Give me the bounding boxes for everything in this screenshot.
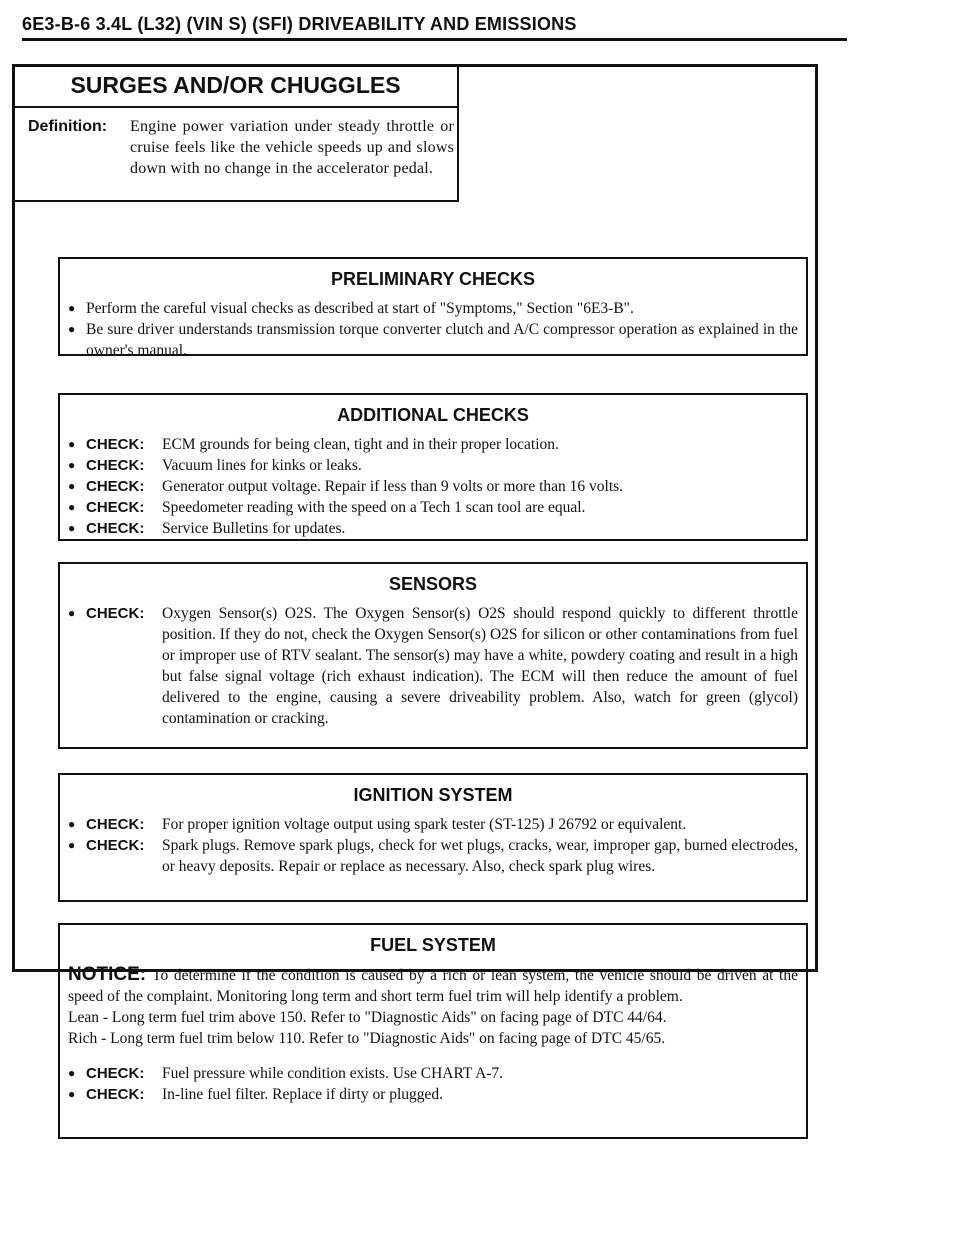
check-label: CHECK: xyxy=(86,1065,145,1082)
check-text: For proper ignition voltage output using spark tester (ST-125) J 26792 or equivalent. xyxy=(162,816,687,833)
bullet-icon: ● xyxy=(68,437,76,451)
preliminary-checks-section xyxy=(58,257,808,359)
check-label: CHECK: xyxy=(86,457,145,474)
preliminary-checks-title: PRELIMINARY CHECKS xyxy=(330,269,536,289)
additional-checks-title: ADDITIONAL CHECKS xyxy=(337,405,529,425)
check-label: CHECK: xyxy=(86,436,145,453)
lean-note: Lean - Long term fuel trim above 150. Refer to "Diagnostic Aids" on facing page of DTC 44/64. xyxy=(68,1009,667,1026)
header-rule xyxy=(22,38,847,41)
bullet-icon: ● xyxy=(68,606,76,620)
list-item xyxy=(68,835,798,877)
fuel-system-section xyxy=(58,923,808,1139)
notice-paragraph xyxy=(68,964,798,1007)
bullet-icon: ● xyxy=(68,521,76,535)
definition-rule xyxy=(12,106,459,108)
check-text: Oxygen Sensor(s) O2S. The Oxygen Sensor(s) O2S should respond quickly to different throttle position. If they do not, check the Oxygen Sensor(s) O2S for silicon or other contaminations from fuel or improper use of RTV sealant. The sensor(s) may have a white, powdery coating and result in a high but false signal voltage (rich exhaust indication). The ECM will then reduce the amount of fuel delivered to the engine, causing a severe driveability problem. Also, watch for green (glycol) contamination or cracking. xyxy=(162,605,798,727)
bullet-icon: ● xyxy=(68,500,76,514)
check-text: Spark plugs. Remove spark plugs, check for wet plugs, cracks, wear, improper gap, burned electrodes, or heavy deposits. Repair or replace as necessary. Also, check spark plug wires. xyxy=(162,837,798,875)
list-item xyxy=(68,476,798,497)
notice-text: To determine if the condition is caused by a rich or lean system, the vehicle should be driven at the speed of the complaint. Monitoring long term and short term fuel trim will help identify a problem. xyxy=(68,967,798,1005)
check-text: Vacuum lines for kinks or leaks. xyxy=(162,457,362,474)
check-text: Fuel pressure while condition exists. Use CHART A-7. xyxy=(162,1065,504,1082)
bullet-icon: ● xyxy=(68,1066,76,1080)
list-item xyxy=(68,298,798,319)
sensors-section xyxy=(58,562,808,749)
check-text: In-line fuel filter. Replace if dirty or plugged. xyxy=(162,1086,444,1103)
check-text: Service Bulletins for updates. xyxy=(162,520,346,537)
check-label: CHECK: xyxy=(86,1086,145,1103)
list-item xyxy=(68,814,798,835)
ignition-system-title: IGNITION SYSTEM xyxy=(353,785,513,805)
rich-note: Rich - Long term fuel trim below 110. Refer to "Diagnostic Aids" on facing page of DTC 45/65. xyxy=(68,1030,666,1047)
bullet-icon: ● xyxy=(68,1087,76,1101)
list-item xyxy=(68,455,798,476)
bullet-icon: ● xyxy=(68,458,76,472)
list-item xyxy=(68,497,798,518)
preliminary-item-text: Perform the careful visual checks as described at start of "Symptoms," Section "6E3-B". xyxy=(86,300,634,317)
check-label: CHECK: xyxy=(86,499,145,516)
check-label: CHECK: xyxy=(86,837,145,854)
bullet-icon: ● xyxy=(68,301,76,315)
preliminary-item-text: Be sure driver understands transmission torque converter clutch and A/C compressor operation as explained in the owner's manual. xyxy=(86,321,798,359)
list-item xyxy=(68,434,798,455)
fuel-system-title: FUEL SYSTEM xyxy=(370,935,496,955)
sensors-title: SENSORS xyxy=(388,574,478,594)
bullet-icon: ● xyxy=(68,838,76,852)
check-label: CHECK: xyxy=(86,520,145,537)
bullet-icon: ● xyxy=(68,322,76,336)
list-item xyxy=(68,603,798,729)
list-item xyxy=(68,1084,798,1105)
list-item xyxy=(68,1063,798,1084)
ignition-system-section xyxy=(58,773,808,902)
symptom-title: SURGES AND/OR CHUGGLES xyxy=(70,72,401,98)
definition-text: Engine power variation under steady throttle or cruise feels like the vehicle speeds up and slows down with no change in the accelerator pedal. xyxy=(130,118,454,177)
page-header: 6E3-B-6 3.4L (L32) (VIN S) (SFI) DRIVEABILITY AND EMISSIONS xyxy=(22,14,577,34)
check-label: CHECK: xyxy=(86,478,145,495)
check-text: Generator output voltage. Repair if less than 9 volts or more than 16 volts. xyxy=(162,478,624,495)
definition-label: Definition: xyxy=(28,118,108,135)
check-text: ECM grounds for being clean, tight and in their proper location. xyxy=(162,436,559,453)
check-text: Speedometer reading with the speed on a Tech 1 scan tool are equal. xyxy=(162,499,586,516)
list-item xyxy=(68,518,798,539)
bullet-icon: ● xyxy=(68,479,76,493)
definition-box xyxy=(12,64,459,202)
check-label: CHECK: xyxy=(86,605,145,622)
bullet-icon: ● xyxy=(68,817,76,831)
spacer xyxy=(68,1049,798,1063)
check-label: CHECK: xyxy=(86,816,145,833)
additional-checks-section xyxy=(58,393,808,541)
list-item xyxy=(68,319,798,361)
notice-label: NOTICE: xyxy=(68,964,147,985)
